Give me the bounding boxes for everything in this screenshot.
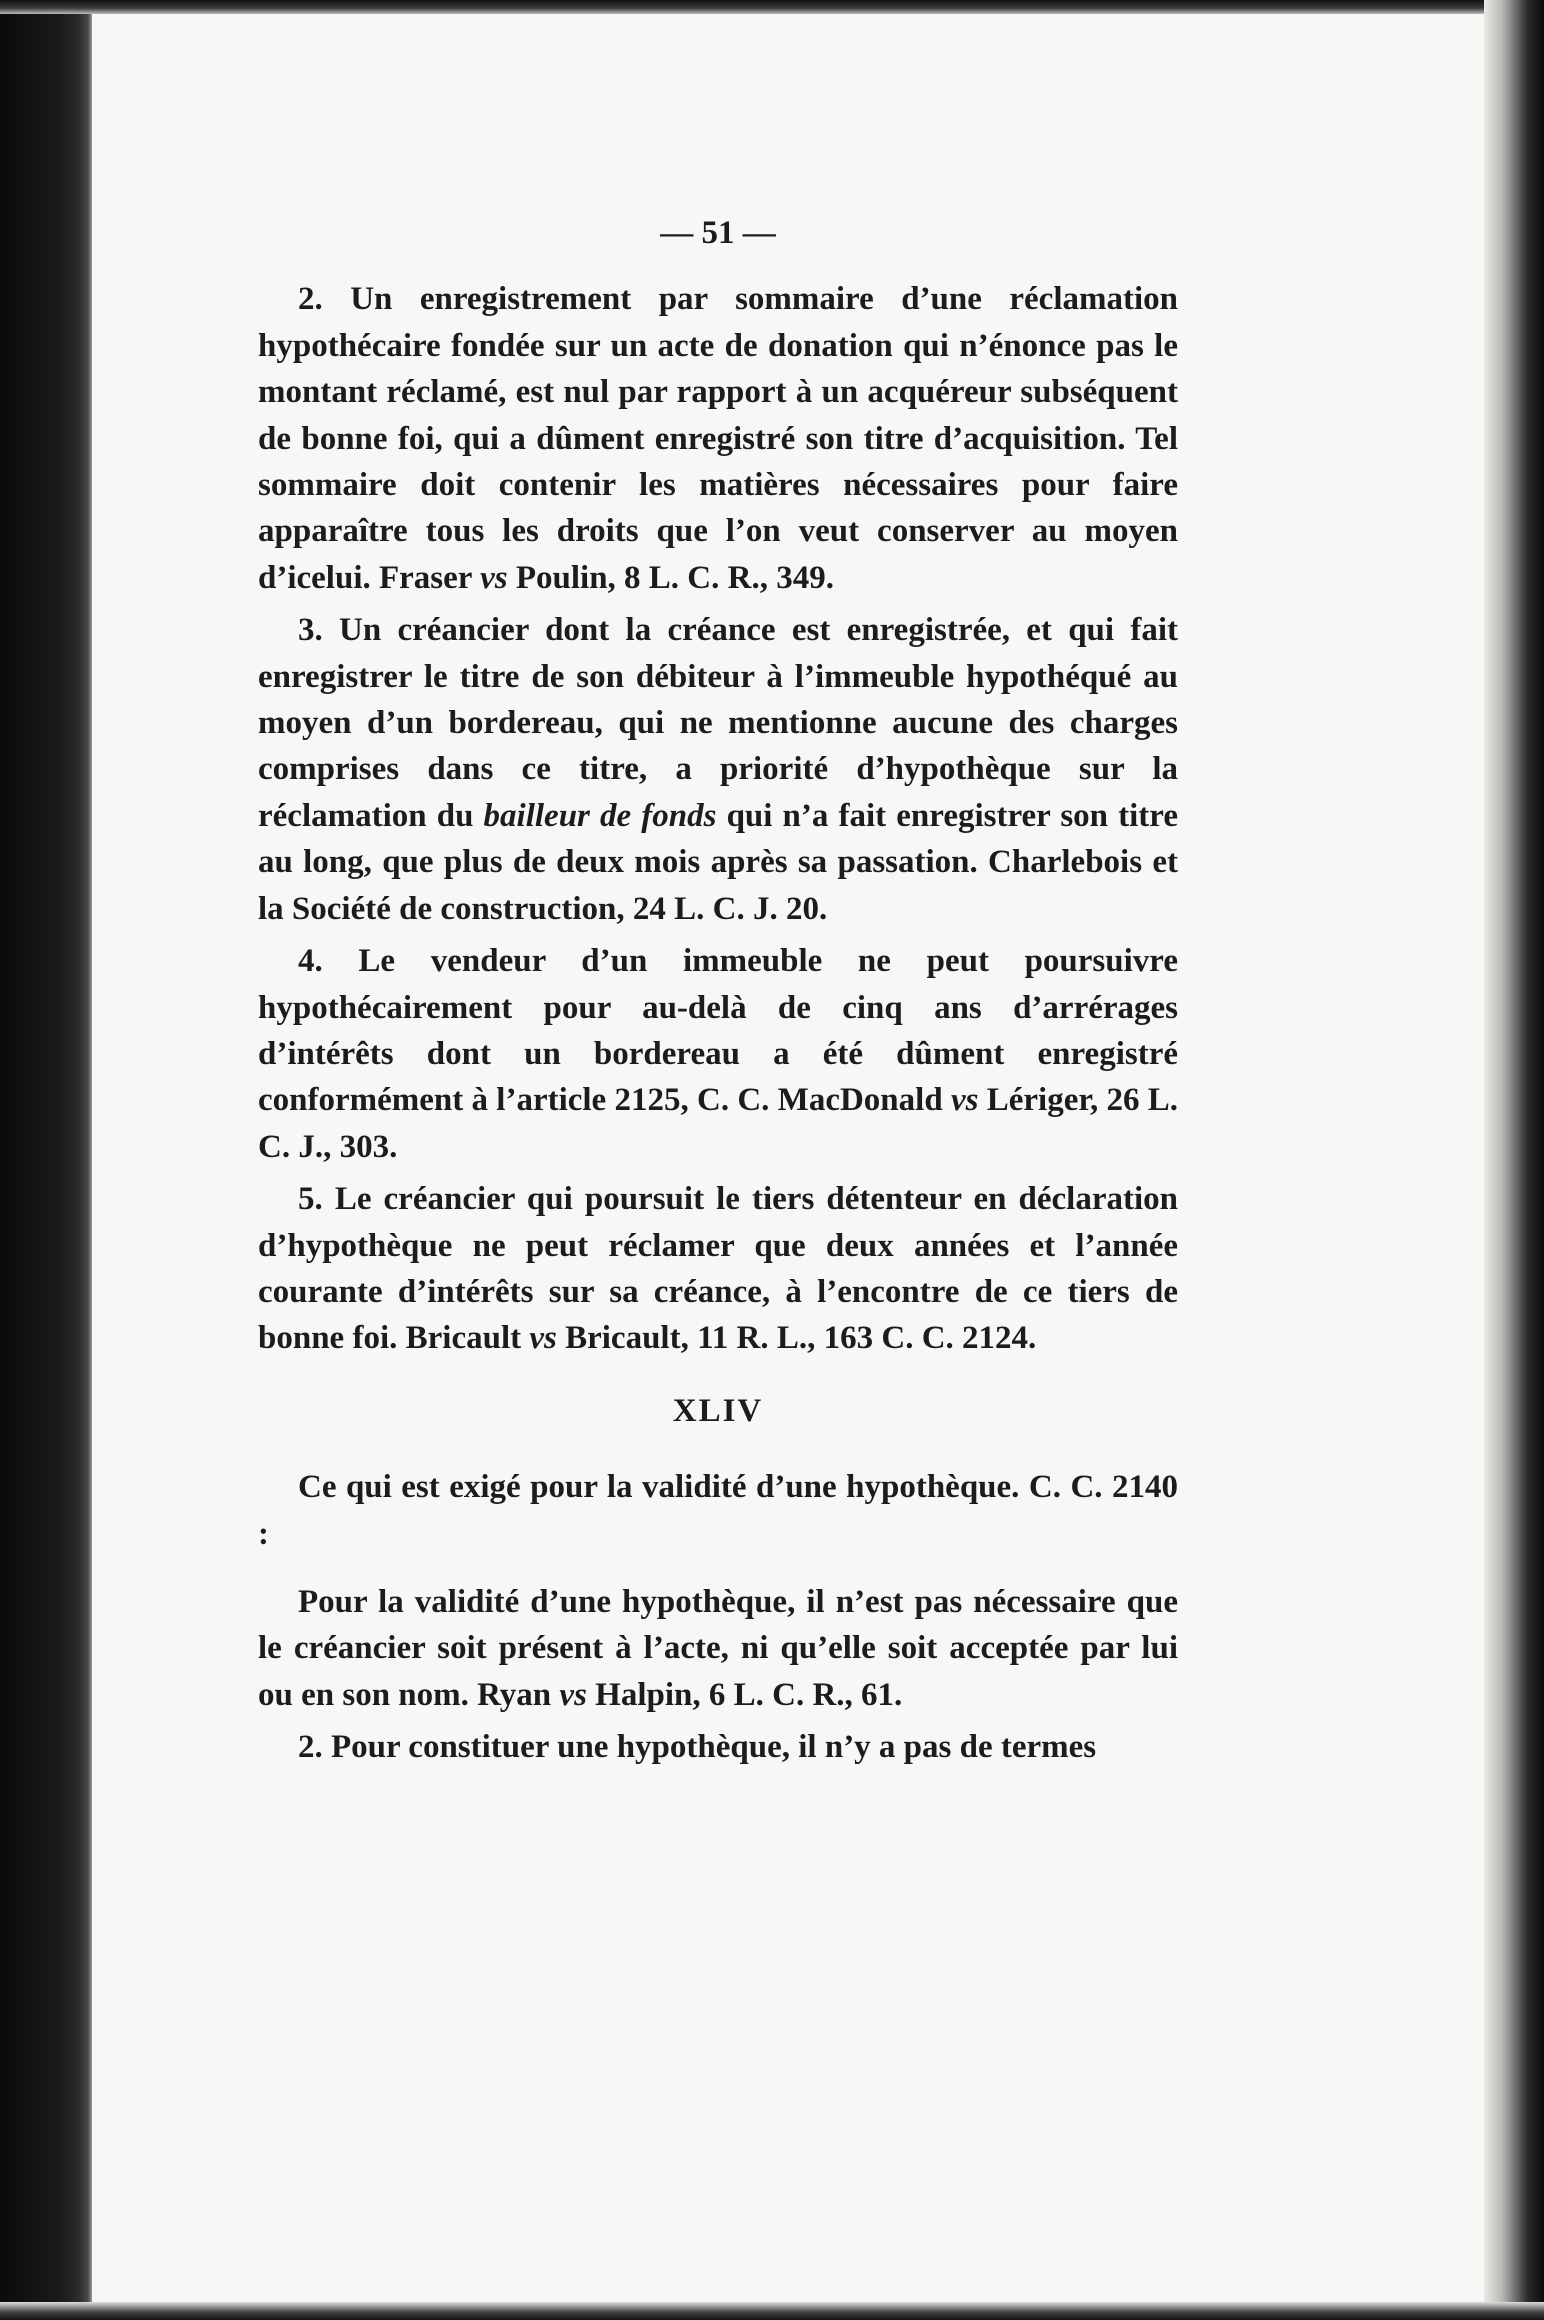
- paragraph-validity-2: [258, 1724, 1178, 1770]
- paragraph-text: 5. Le créancier qui poursuit le tiers détenteur en déclaration d’hypothèque ne peut réclamer que deux années et l’année courante d’intérêts sur sa créance, à l’encontre de ce tiers de bonne foi. Bricault: [258, 1181, 1178, 1357]
- paragraph-italic: vs: [950, 1082, 979, 1119]
- section-heading: XLIV: [672, 1392, 764, 1429]
- paragraph-2: [258, 276, 1178, 601]
- scan-edge-bottom: [0, 2302, 1544, 2320]
- paragraph-text: Lériger, 26 L. C. J., 303.: [258, 1082, 1178, 1165]
- page-text: [258, 210, 1178, 1777]
- paragraph-italic: vs: [480, 559, 508, 596]
- scan-edge-left: [0, 0, 92, 2320]
- scan-edge-right: [1484, 0, 1544, 2320]
- paragraph-italic: bailleur de fonds: [483, 797, 717, 834]
- section-intro: Ce qui est exigé pour la validité d’une hypothèque. C. C. 2140 :: [258, 1469, 1178, 1552]
- scan-edge-top: [0, 0, 1544, 14]
- paragraph-italic: vs: [529, 1320, 557, 1357]
- paragraph-text: Pour la validité d’une hypothèque, il n’est pas nécessaire que le créancier soit présent à l’acte, ni qu’elle soit acceptée par lui ou en son nom. Ryan: [258, 1583, 1178, 1713]
- paragraph-3: [258, 607, 1178, 932]
- paragraph-5: [258, 1176, 1178, 1362]
- paragraph-4: [258, 938, 1178, 1170]
- paragraph-text: Poulin, 8 L. C. R., 349.: [507, 559, 834, 596]
- paragraph-validity-1: [258, 1579, 1178, 1718]
- paragraph-text: 2. Un enregistrement par sommaire d’une réclamation hypothécaire fondée sur un acte de donation qui n’énonce pas le montant réclamé, est nul par rapport à un acquéreur subséquent de bonne foi, qui a dûment enregistré son titre d’acquisition. Tel sommaire doit contenir les matières nécessaires pour faire apparaître tous les droits que l’on veut conserver au moyen d’icelui. Fraser: [258, 281, 1178, 596]
- paragraph-text: 3. Un créancier dont la créance est enregistrée, et qui fait enregistrer le titre de son débiteur à l’immeuble hypothéqué au moyen d’un bordereau, qui ne mentionne aucune des charges comprises dans ce titre, a priorité d’hypothèque sur la réclamation du: [258, 612, 1178, 834]
- paragraph-text: Halpin, 6 L. C. R., 61.: [586, 1676, 903, 1713]
- paragraph-text: 4. Le vendeur d’un immeuble ne peut poursuivre hypothécairement pour au-delà de cinq ans d’arrérages d’intérêts dont un bordereau a été dûment enregistré conformément à l’article 2125, C. C. MacDonald: [258, 943, 1178, 1119]
- paragraph-italic: vs: [559, 1676, 587, 1713]
- page-number: — 51 —: [660, 215, 776, 251]
- paragraph-text: 2. Pour constituer une hypothèque, il n’y a pas de termes: [298, 1729, 1097, 1766]
- paragraph-text: Bricault, 11 R. L., 163 C. C. 2124.: [556, 1320, 1037, 1357]
- paragraph-text: qui n’a fait enregistrer son titre au long, que plus de deux mois après sa passation. Charlebois et la Société de construction, 24 L. C. J. 20.: [258, 797, 1178, 927]
